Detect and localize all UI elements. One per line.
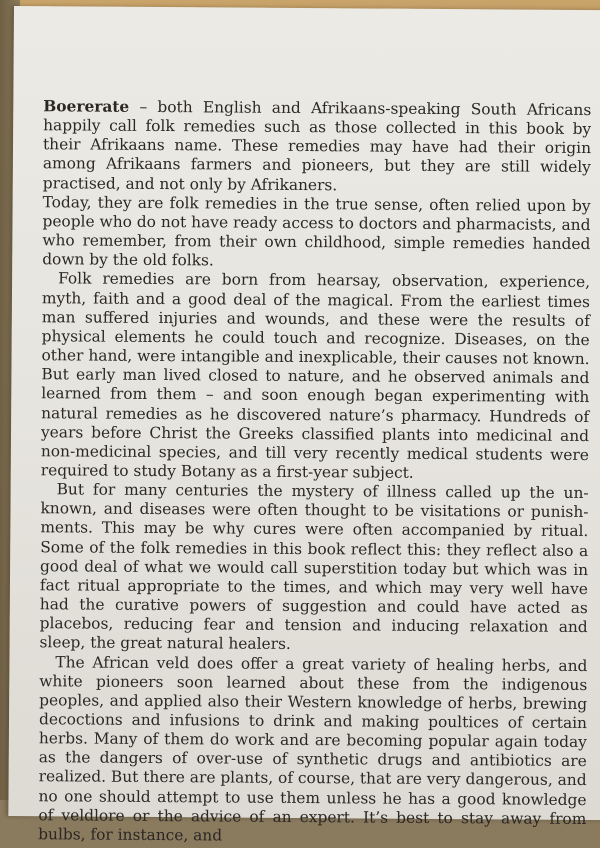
paragraph-folk-remedies: Folk remedies are born from hearsay, observation, experience, myth, faith and a good deal of the magical. From the earliest times man suffered injuries and wounds, and these were the results of physical elements he could touch and recognize. Diseases, on the other hand, were intangible and inexplicable, their causes not known. But early man lived closed to nature, and he observed animals and learned from them – and soon enough began experimenting with natural remedies as he discovered nature’s pharmacy. Hundreds of years before Christ the Greeks classified plants into medicinal and non-medicinal species, and till very recently medical students were required to study Botany as a first-year subject. [40,269,591,482]
paragraph-african-veld: The African veld does offer a great variety of healing herbs, and white pioneers soon learned about these from the indigenous peoples, and applied also their Western knowledge of herbs, brewing decoctions and infusions to drink and making poultices of certain herbs. Many of them do work and are becoming popular again today as the dangers of over-use of synthetic drugs and antibiotics are realized. But there are plants, of course, that are very dangerous, and no one should attempt to use them unless he has a good knowledge of veldlore or the advice of an expert. It’s best to stay away from bulbs, for instance, and [38,652,588,845]
paragraph-intro [43,97,592,197]
term-heading: Boererate [43,97,130,116]
book-page [8,6,600,845]
page-text [38,97,591,848]
intro-text: – both English and Afrikaans-speaking South Africans happily call folk remedies such as those collected in this book by their Afrikaans name. These remedies may have had their origin among Afrikaans farmers and pioneers, but they are still widely practised, and not only by Afrikaners. [42,97,592,194]
paragraph-today: Today, they are folk remedies in the true sense, often relied upon by people who do not have ready access to doctors and pharmacists, and who remember, from their own childhood, simple remedies handed down by the old folks. [42,192,591,270]
paragraph-mystery: But for many centuries the mystery of illness called up the unknown, and diseases were often thought to be visitations or punishments. This may be why cures were often accompanied by ritual. Some of the folk remedies in this book reflect this: they reflect also a good deal of what we would call superstition today but which was in fact ritual appropriate to the times, and which may very well have had the curative powers of suggestion and could have acted as placebos, reducing fear and tension and inducing relaxation and sleep, the great natural healers. [39,480,589,654]
